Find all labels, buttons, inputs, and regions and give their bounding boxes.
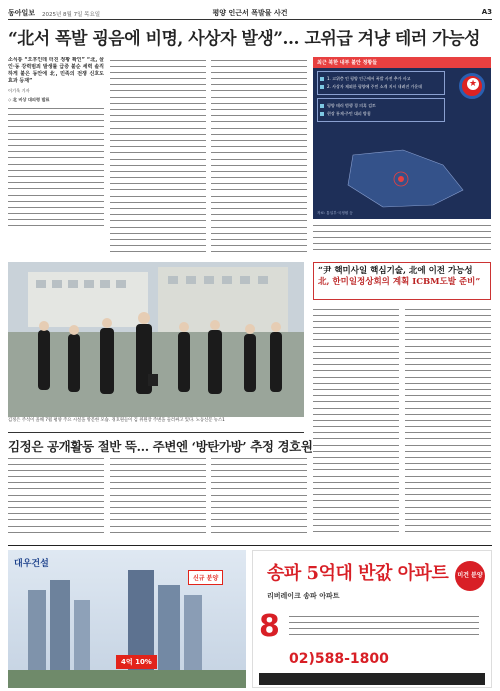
article-lead: 소식통 “오후인데 터진 정황 확인” “北, 살인·동 강력범죄 발생률 급증 불순 세력 솔직하게 붙은 동안에 北, 민족의 전쟁 신호도 효과 등재” — [8, 57, 104, 84]
page-number: A3 — [481, 8, 492, 16]
news-photo-kim-jong-un — [8, 262, 304, 417]
ad-daewoo[interactable] — [8, 550, 246, 688]
infographic-box-1: 1. 고위층 인 평양 인근에서 폭발 사전 추가 사고 2. 사상자 제외한 평양에 주민 소개 지시 내려진 가운데 — [317, 71, 445, 95]
photo-caption: 김정은 주석이 올해 7월 평양 주요 시설을 방문한 모습. 경호원들이 김 위원장 주변을 둘러싸고 있다. 노동신문 뉴스1 — [8, 418, 225, 423]
article-column-3 — [211, 57, 307, 257]
north-korea-flag-icon — [459, 73, 485, 99]
bullet-icon — [320, 77, 324, 81]
article-body-lines — [8, 105, 104, 229]
infographic-title: 최근 북한 내부 불안 정황들 — [313, 57, 491, 68]
photo-scene — [8, 262, 304, 417]
bullet-icon — [320, 112, 324, 116]
side-headline-line-1: “尹 핵미사일 핵심기술, 北에 이전 가능성 — [318, 266, 473, 276]
issue-date: 2025년 8월 7일 목요일 — [42, 12, 101, 18]
advertisement-area — [8, 545, 492, 687]
infographic — [313, 57, 491, 219]
newspaper-logo: 동아일보 — [8, 9, 36, 17]
ad-tag-badge: 미건 분양 — [455, 561, 485, 591]
ad-sale-badge: 신규 분양 — [188, 570, 223, 585]
ad-number: 8 — [259, 609, 280, 644]
bullet-icon — [320, 85, 324, 89]
article-column-4 — [313, 222, 491, 258]
ad-phone[interactable]: 02)588-1800 — [289, 651, 389, 667]
side-article-column-1 — [313, 306, 399, 541]
main-headline: “北서 폭발 굉음에 비명, 사상자 발생”… 고위급 겨냥 테러 가능성 — [8, 29, 480, 49]
bullet-icon — [320, 104, 324, 108]
article-subhead: ◇ 北 비상 대피령 발표 — [8, 97, 50, 103]
infographic-box-2: 평양 테러 범행 경 의혹 검토 현장 통제·주민 대피 방침 — [317, 98, 445, 122]
ad-price-badge: 4억 10% — [116, 655, 157, 669]
side-article-column-2 — [405, 306, 491, 541]
ad-songpa-apartment[interactable] — [252, 550, 492, 688]
article-byline: 이기욱 기자 — [8, 88, 30, 93]
masthead — [8, 6, 492, 20]
infographic-source: 자료: 통일부·국정원 등 — [317, 211, 353, 215]
article2-column-1 — [8, 455, 104, 541]
side-article-headline-box — [313, 262, 491, 300]
ad-big-title: 송파 5억대 반값 아파트 — [267, 563, 449, 584]
ad-footer-bar — [259, 673, 485, 685]
section-title: 평양 인근서 폭발물 사건 — [212, 9, 288, 17]
article-column-1 — [8, 57, 104, 257]
ad-brand: 대우건설 — [14, 559, 49, 569]
second-headline: 김정은 공개활동 절반 뚝… 주변엔 ‘방탄가방’ 추정 경호원 — [8, 432, 304, 455]
ad-details-lines — [289, 613, 479, 638]
article-column-2 — [110, 57, 206, 257]
side-headline-line-2: 北, 한미일정상회의 계획 ICBM도발 준비” — [318, 277, 481, 287]
article2-column-2 — [110, 455, 206, 541]
infographic-map — [313, 145, 491, 215]
article2-column-3 — [211, 455, 307, 541]
ad-subtitle: 리버레이크 송파 아파트 — [267, 592, 340, 600]
